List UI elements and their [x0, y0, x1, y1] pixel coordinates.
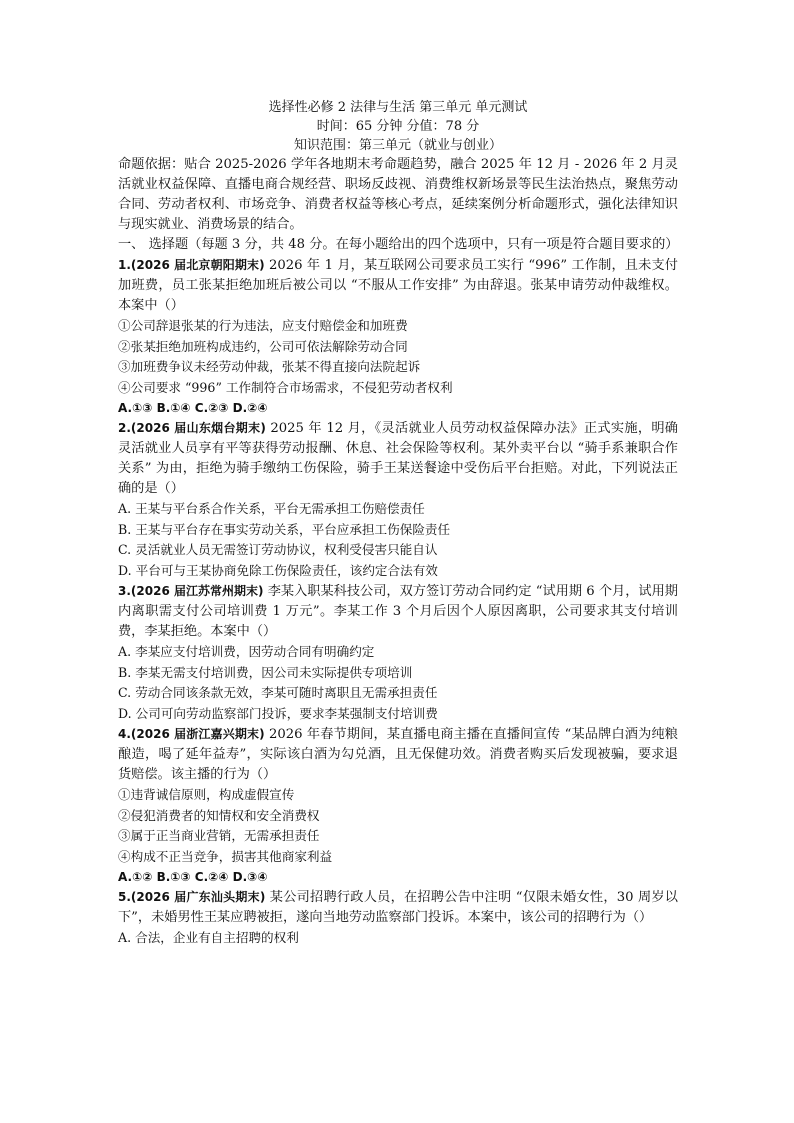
question-number: 2.(2026 届山东烟台期末) [118, 421, 266, 435]
question-number: 3.(2026 届江苏常州期末) [118, 584, 264, 598]
option: ④构成不正当竞争，损害其他商家利益 [118, 848, 333, 864]
section-heading: 一、 选择题（每题 3 分，共 48 分。在每小题给出的四个选项中，只有一项是符合题目要求的） [118, 237, 679, 252]
exam-title: 选择性必修 2 法律与生活 第三单元 单元测试 [268, 100, 528, 115]
option: ④公司要求 “996” 工作制符合市场需求，不侵犯劳动者权利 [118, 379, 453, 395]
question-4 [118, 724, 678, 887]
option: A. 李某应支付培训费，因劳动合同有明确约定 [118, 644, 375, 659]
exam-page [118, 98, 678, 949]
answer-choices: A.①③ B.①④ C.②③ D.②④ [118, 401, 268, 415]
question-2 [118, 418, 678, 581]
intro-paragraph: 命题依据：贴合 2025-2026 学年各地期末考命题趋势，融合 2025 年 12 月 - 2026 年 2 月灵活就业权益保障、直播电商合规经营、职场反歧视、消费维权新场景等民生法治热点，聚焦劳动合同、劳动者权利、市场竞争、消费者权益等核心考点，延续案例分析命题形式，强化法律知识与现实就业、消费场景的结合。 [118, 157, 678, 232]
option: D. 平台可与王某协商免除工伤保险责任，该约定合法有效 [118, 562, 438, 578]
question-text: 某公司招聘行政人员，在招聘公告中注明 “仅限未婚女性，30 周岁以下”，未婚男性王某应聘被拒，遂向当地劳动监察部门投诉。本案中，该公司的招聘行为（） [118, 890, 678, 925]
question-number: 4.(2026 届浙江嘉兴期末) [118, 727, 265, 741]
option: ②侵犯消费者的知情权和安全消费权 [118, 807, 320, 823]
question-3 [118, 581, 678, 724]
option: ①违背诚信原则，构成虚假宣传 [118, 787, 295, 802]
time-score: 时间：65 分钟 分值：78 分 [316, 119, 480, 134]
question-text: 2026 年春节期间，某直播电商主播在直播间宣传 “某品牌白酒为纯粮酿造，喝了延年益寿”，实际该白酒为勾兑酒，且无保健功效。消费者购买后发现被骗，要求退货赔偿。该主播的行为（） [118, 727, 678, 782]
question-text: 李某入职某科技公司，双方签订劳动合同约定 “试用期 6 个月，试用期内离职需支付公司培训费 1 万元”。李某工作 3 个月后因个人原因离职，公司要求其支付培训费，李某拒绝。本案中（） [118, 584, 678, 639]
option: ①公司辞退张某的行为违法，应支付赔偿金和加班费 [118, 318, 408, 333]
question-stem [118, 724, 678, 785]
option: C. 劳动合同该条款无效，李某可随时离职且无需承担责任 [118, 685, 438, 700]
question-number: 1.(2026 届北京朝阳期末) [118, 258, 265, 272]
question-5 [118, 887, 678, 949]
option: ③加班费争议未经劳动仲裁，张某不得直接向法院起诉 [118, 359, 421, 374]
option: B. 王某与平台存在事实劳动关系，平台应承担工伤保险责任 [118, 521, 451, 537]
option: A. 合法，企业有自主招聘的权利 [118, 930, 299, 945]
question-stem [118, 255, 678, 316]
question-number: 5.(2026 届广东汕头期末) [118, 890, 266, 904]
question-text: 2026 年 1 月，某互联网公司要求员工实行 “996” 工作制，且未支付加班费，员工张某拒绝加班后被公司以 “不服从工作安排” 为由辞退。张某申请劳动仲裁维权。本案中（） [118, 258, 678, 313]
question-text: 2025 年 12 月，《灵活就业人员劳动权益保障办法》正式实施，明确灵活就业人员享有平等获得劳动报酬、休息、社会保险等权利。某外卖平台以 “骑手系兼职合作关系” 为由，拒绝为骑手缴纳工伤保险，骑手王某送餐途中受伤后平台拒赔。对此，下列说法正确的是（） [118, 421, 678, 496]
option: A. 王某与平台系合作关系，平台无需承担工伤赔偿责任 [118, 501, 425, 516]
option: C. 灵活就业人员无需签订劳动协议，权利受侵害只能自认 [118, 542, 438, 557]
answer-choices: A.①② B.①③ C.②④ D.③④ [118, 870, 268, 884]
option: ③属于正当商业营销，无需承担责任 [118, 828, 320, 843]
option: B. 李某无需支付培训费，因公司未实际提供专项培训 [118, 664, 413, 680]
option: D. 公司可向劳动监察部门投诉，要求李某强制支付培训费 [118, 705, 438, 721]
question-stem [118, 418, 678, 499]
knowledge-scope: 知识范围：第三单元（就业与创业） [293, 138, 502, 153]
option: ②张某拒绝加班构成违约，公司可依法解除劳动合同 [118, 338, 408, 354]
question-stem [118, 887, 678, 928]
question-1 [118, 255, 678, 418]
question-stem [118, 581, 678, 642]
